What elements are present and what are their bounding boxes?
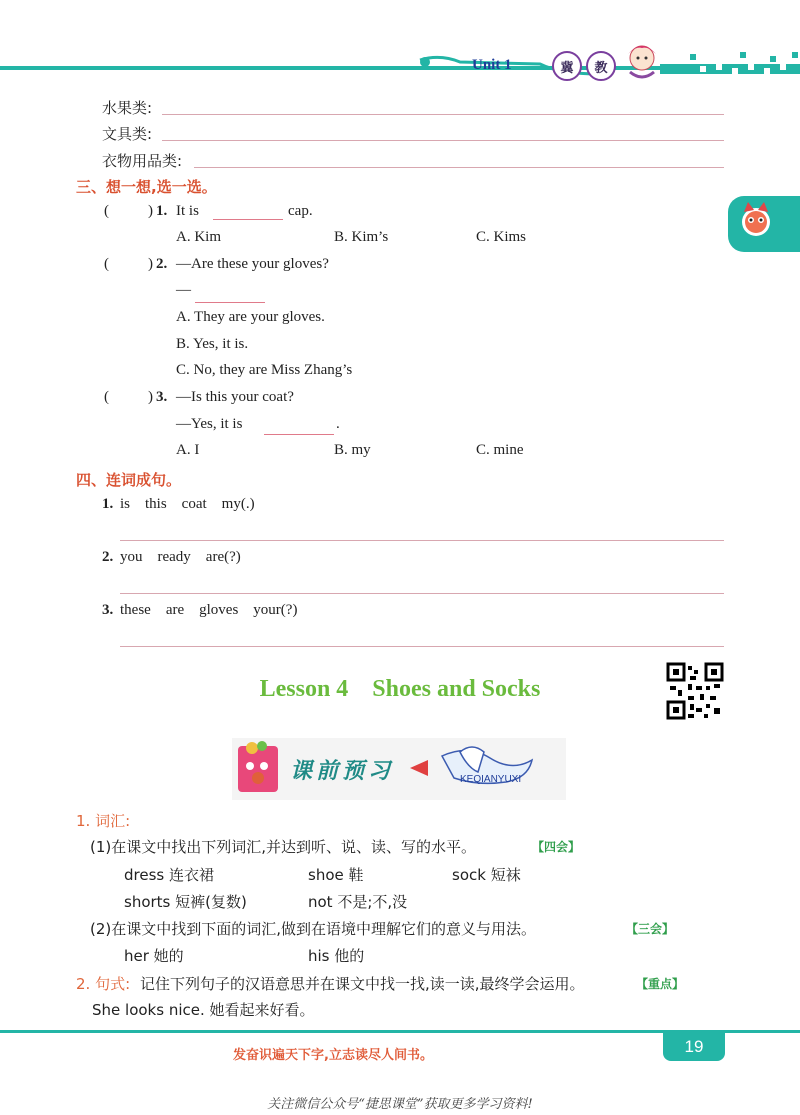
vocab-shoe: shoe 鞋 bbox=[308, 866, 364, 884]
category-clothes-label: 衣物用品类: bbox=[102, 152, 183, 170]
q2-option-a[interactable]: A. They are your gloves. bbox=[176, 309, 325, 325]
q2-paren-open: ( bbox=[104, 256, 109, 272]
s4-item-3-number: 3. bbox=[102, 602, 114, 618]
vocab-not: not 不是;不,没 bbox=[308, 893, 408, 911]
q1-option-a[interactable]: A. Kim bbox=[176, 229, 221, 245]
answer-line bbox=[162, 140, 724, 141]
s4-item-2-words: you ready are(?) bbox=[120, 549, 241, 565]
s4-item-1-number: 1. bbox=[102, 496, 114, 512]
q2-option-b[interactable]: B. Yes, it is. bbox=[176, 336, 249, 352]
q3-answer-b: . bbox=[336, 416, 340, 432]
banner-title: 课前预习 bbox=[290, 759, 395, 784]
vocab-instruction-2: (2)在课文中找到下面的词汇,做到在语境中理解它们的意义与用法。 bbox=[90, 920, 537, 938]
side-tab bbox=[728, 196, 800, 252]
bottom-note: 关注微信公众号“捷思课堂”获取更多学习资料! bbox=[267, 1097, 533, 1112]
sentence-example: She looks nice. 她看起来好看。 bbox=[92, 1001, 315, 1019]
unit-label: Unit 1 bbox=[472, 57, 512, 73]
tag-four-skills: 【四会】 bbox=[532, 840, 581, 854]
page-number: 19 bbox=[663, 1033, 725, 1061]
q3-paren-open: ( bbox=[104, 389, 109, 405]
tag-key-point: 【重点】 bbox=[636, 977, 685, 991]
q2-number: 2. bbox=[156, 256, 168, 272]
header-decoration bbox=[0, 52, 800, 92]
vocab-dress: dress 连衣裙 bbox=[124, 866, 214, 884]
preview-banner bbox=[232, 738, 566, 800]
q2-dash: — bbox=[176, 282, 191, 298]
vocab-sock: sock 短袜 bbox=[452, 866, 521, 884]
s4-item-2-number: 2. bbox=[102, 549, 114, 565]
q3-blank[interactable] bbox=[264, 418, 334, 435]
q2-paren-close: ) bbox=[148, 256, 153, 272]
edition-badge-jiao: 教 bbox=[586, 51, 616, 81]
girl-mascot-icon bbox=[618, 38, 666, 84]
s4-item-3-words: these are gloves your(?) bbox=[120, 602, 298, 618]
category-fruit-label: 水果类: bbox=[102, 99, 153, 117]
q1-blank[interactable] bbox=[213, 203, 283, 220]
s4-item-2-answer-line[interactable] bbox=[120, 593, 724, 594]
q1-paren-close: ) bbox=[148, 203, 153, 219]
q2-blank[interactable] bbox=[195, 286, 265, 303]
footer-motto: 发奋识遍天下字,立志读尽人间书。 bbox=[233, 1048, 433, 1063]
q1-option-c[interactable]: C. Kims bbox=[476, 229, 527, 245]
vocab-instruction-1: (1)在课文中找出下列词汇,并达到听、说、读、写的水平。 bbox=[90, 838, 477, 856]
q1-text-b: cap. bbox=[288, 203, 313, 219]
sentence-instruction: 记住下列句子的汉语意思并在课文中找一找,读一读,最终学会运用。 bbox=[140, 975, 585, 993]
q3-option-a[interactable]: A. I bbox=[176, 442, 200, 458]
q3-option-b[interactable]: B. my bbox=[334, 442, 371, 458]
q1-number: 1. bbox=[156, 203, 168, 219]
q3-number: 3. bbox=[156, 389, 168, 405]
q1-paren-open: ( bbox=[104, 203, 109, 219]
section-3-heading: 三、想一想,选一选。 bbox=[76, 178, 217, 196]
tag-three-skills: 【三会】 bbox=[626, 922, 675, 936]
vocab-his: his 他的 bbox=[308, 947, 365, 965]
fox-mascot-icon bbox=[736, 200, 784, 248]
q2-question: —Are these your gloves? bbox=[176, 256, 329, 272]
edition-badge-ji: 冀 bbox=[552, 51, 582, 81]
answer-line bbox=[162, 114, 724, 115]
sentence-heading: 2. 句式: bbox=[76, 975, 131, 993]
banner-decoration bbox=[232, 738, 566, 800]
qr-code-icon[interactable] bbox=[666, 662, 724, 720]
q3-question: —Is this your coat? bbox=[176, 389, 294, 405]
vocab-heading: 1. 词汇: bbox=[76, 812, 131, 830]
vocab-shorts: shorts 短裤(复数) bbox=[124, 893, 247, 911]
q1-option-b[interactable]: B. Kim’s bbox=[334, 229, 389, 245]
section-4-heading: 四、连词成句。 bbox=[76, 471, 182, 489]
q3-paren-close: ) bbox=[148, 389, 153, 405]
answer-line bbox=[194, 167, 724, 168]
s4-item-1-answer-line[interactable] bbox=[120, 540, 724, 541]
category-stationery-label: 文具类: bbox=[102, 125, 153, 143]
lesson-title: Lesson 4 Shoes and Socks bbox=[259, 676, 541, 702]
q3-answer-a: —Yes, it is bbox=[176, 416, 243, 432]
banner-latin: KEQIANYUXI bbox=[460, 774, 522, 785]
vocab-her: her 她的 bbox=[124, 947, 184, 965]
q1-text-a: It is bbox=[176, 203, 199, 219]
header-band bbox=[0, 52, 800, 92]
s4-item-3-answer-line[interactable] bbox=[120, 646, 724, 647]
q2-option-c[interactable]: C. No, they are Miss Zhang’s bbox=[176, 362, 353, 378]
q3-option-c[interactable]: C. mine bbox=[476, 442, 524, 458]
s4-item-1-words: is this coat my(.) bbox=[120, 496, 255, 512]
